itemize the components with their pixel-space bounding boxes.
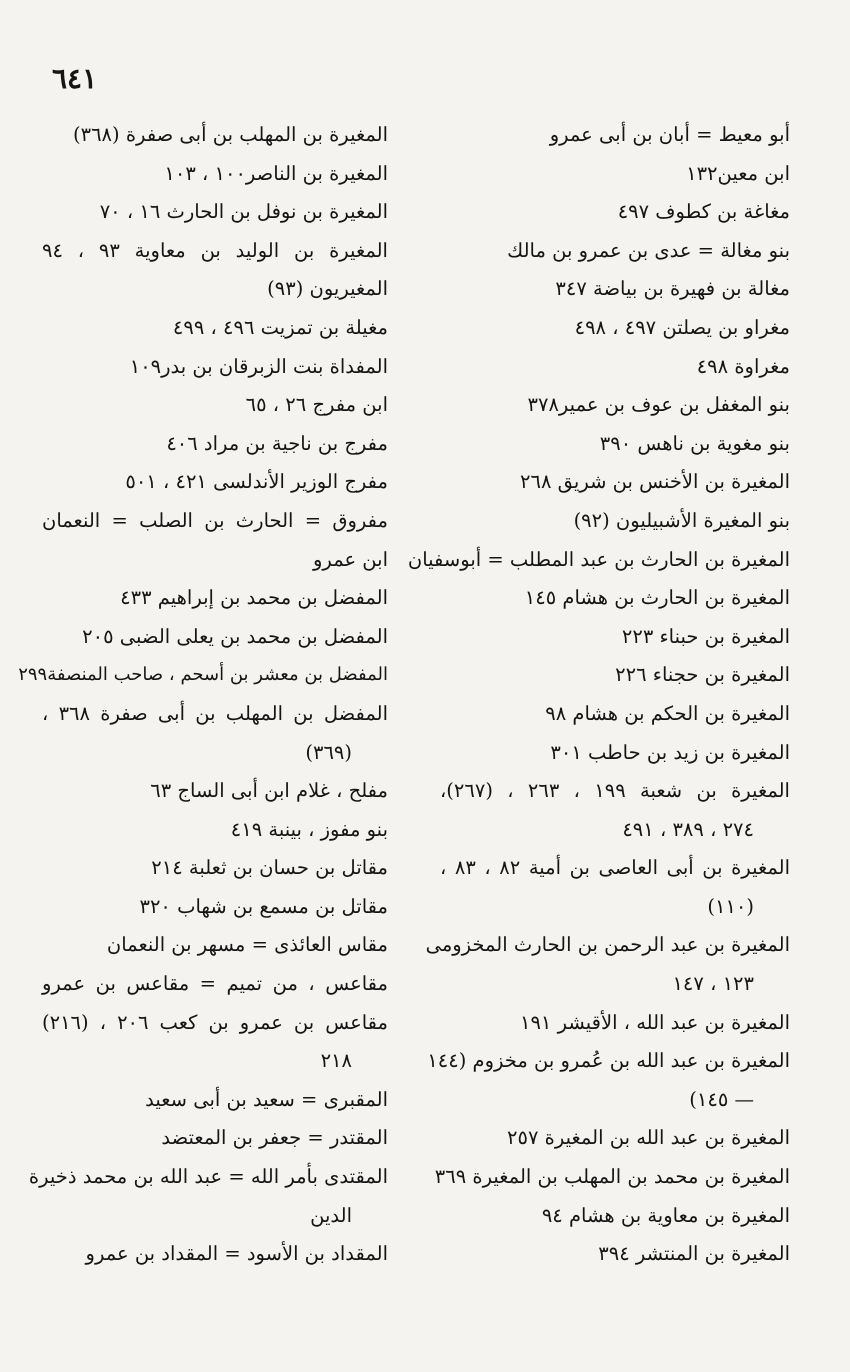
index-entry: المغيرة بن الحارث بن عبد المطلب = أبوسفيان [407, 547, 790, 571]
index-entry: المغيرة بن الناصر١٠٠ ، ١٠٣ [164, 161, 388, 185]
index-entry: المغيرة بن المهلب بن أبى صفرة (٣٦٨) [73, 123, 388, 146]
index-entry: بنو مفوز ، بينبة ٤١٩ [230, 817, 388, 841]
index-entry: مغراو بن يصلتن ٤٩٧ ، ٤٩٨ [574, 315, 790, 339]
index-entry: المقتدر = جعفر بن المعتضد [161, 1126, 388, 1150]
index-entry: بنو المغفل بن عوف بن عمير٣٧٨ [527, 393, 790, 417]
index-entry: مغاغة بن كطوف ٤٩٧ [617, 200, 790, 224]
index-entry: أبو معيط = أبان بن أبى عمرو [549, 123, 790, 146]
index-entry-continuation: ٢٧٤ ، ٣٨٩ ، ٤٩١ [622, 817, 754, 841]
index-entry: مغراوة ٤٩٨ [696, 354, 790, 378]
index-entry-continuation: — ١٤٥) [689, 1087, 754, 1111]
index-entry: المغيرة بن عبد الله بن عُمرو بن مخزوم (١٤٤ [427, 1049, 790, 1073]
index-entry: بنو مغالة = عدى بن عمرو بن مالك [507, 238, 790, 262]
index-entry: مغيلة بن تمزيت ٤٩٦ ، ٤٩٩ [172, 315, 388, 339]
index-column-left [18, 116, 388, 1274]
index-entry: بنو مغوية بن ناهس ٣٩٠ [599, 431, 790, 455]
index-entry: مقاتل بن حسان بن ثعلبة ٢١٤ [151, 856, 388, 880]
index-entry: المفداة بنت الزبرقان بن بدر١٠٩ [129, 354, 388, 378]
index-entry: ابن معين١٣٢ [686, 161, 790, 185]
index-entry: المقبرى = سعيد بن أبى سعيد [145, 1087, 388, 1111]
index-entry: مفروق = الحارث بن الصلب = النعمان [42, 508, 388, 532]
index-entry-continuation: (١١٠) [707, 894, 754, 918]
index-entry: المفضل بن معشر بن أسحم ، صاحب المنصفة٢٩٩ [18, 664, 388, 686]
index-entry: المغيرة بن حجناء ٢٢٦ [615, 663, 790, 687]
index-entry: المغيرة بن عبد الله ، الأقيشر ١٩١ [519, 1010, 790, 1034]
index-entry: المغيرة بن زيد بن حاطب ٣٠١ [550, 740, 790, 764]
index-entry: المغيريون (٩٣) [267, 277, 388, 301]
page-number: ٦٤١ [52, 62, 98, 95]
index-entry-continuation: (٣٦٩) [305, 740, 352, 764]
index-entry: المغيرة بن عبد الله بن المغيرة ٢٥٧ [507, 1126, 790, 1150]
index-entry: مقاس العائذى = مسهر بن النعمان [106, 933, 388, 957]
index-entry: المغيرة بن أبى العاصى بن أمية ٨٢ ، ٨٣ ، [440, 856, 790, 880]
index-entry: المفضل بن محمد بن إبراهيم ٤٣٣ [120, 586, 388, 610]
index-entry: المغيرة بن المنتشر ٣٩٤ [598, 1242, 790, 1266]
index-column-right [407, 116, 790, 1274]
index-entry: المقداد بن الأسود = المقداد بن عمرو [85, 1242, 388, 1266]
index-entry: المغيرة بن الأخنس بن شريق ٢٦٨ [520, 470, 790, 494]
index-entry: المغيرة بن نوفل بن الحارث ١٦ ، ٧٠ [99, 200, 388, 224]
index-entry: المغيرة بن محمد بن المهلب بن المغيرة ٣٦٩ [434, 1165, 790, 1189]
index-entry: مفرج بن ناجية بن مراد ٤٠٦ [166, 431, 388, 455]
index-entry: مغالة بن فهيرة بن بياضة ٣٤٧ [555, 277, 790, 301]
index-entry: المغيرة بن الحكم بن هشام ٩٨ [545, 701, 790, 725]
index-entry: المغيرة بن شعبة ١٩٩ ، ٢٦٣ ، (٢٦٧)، [440, 779, 790, 803]
index-entry-continuation: ٢١٨ [320, 1049, 352, 1073]
index-entry-continuation: الدين [310, 1203, 352, 1227]
index-entry: المفضل بن محمد بن يعلى الضبى ٢٠٥ [82, 624, 388, 648]
index-entry: مفلح ، غلام ابن أبى الساج ٦٣ [150, 779, 388, 803]
index-entry: مقاعس ، من تميم = مقاعس بن عمرو [42, 972, 388, 996]
index-entry: المغيرة بن الوليد بن معاوية ٩٣ ، ٩٤ [42, 238, 388, 262]
index-entry: المغيرة بن الحارث بن هشام ١٤٥ [524, 586, 790, 610]
index-entry-continuation: ١٢٣ ، ١٤٧ [672, 972, 754, 996]
index-entry: المغيرة بن عبد الرحمن بن الحارث المخزومى [425, 933, 790, 957]
index-entry: بنو المغيرة الأشبيليون (٩٢) [573, 508, 790, 532]
index-entry: المقتدى بأمر الله = عبد الله بن محمد ذخيرة [28, 1165, 388, 1189]
index-entry: مقاعس بن عمرو بن كعب ٢٠٦ ، (٢١٦) [42, 1010, 388, 1034]
index-entry: مقاتل بن مسمع بن شهاب ٣٢٠ [139, 894, 388, 918]
index-entry: مفرج الوزير الأندلسى ٤٢١ ، ٥٠١ [125, 470, 388, 494]
index-entry: المفضل بن المهلب بن أبى صفرة ٣٦٨ ، [42, 701, 388, 725]
index-entry-continuation: ابن عمرو [313, 547, 388, 571]
index-entry: المغيرة بن معاوية بن هشام ٩٤ [541, 1203, 790, 1227]
index-entry: المغيرة بن حبناء ٢٢٣ [621, 624, 790, 648]
index-entry: ابن مفرج ٢٦ ، ٦٥ [245, 393, 388, 417]
